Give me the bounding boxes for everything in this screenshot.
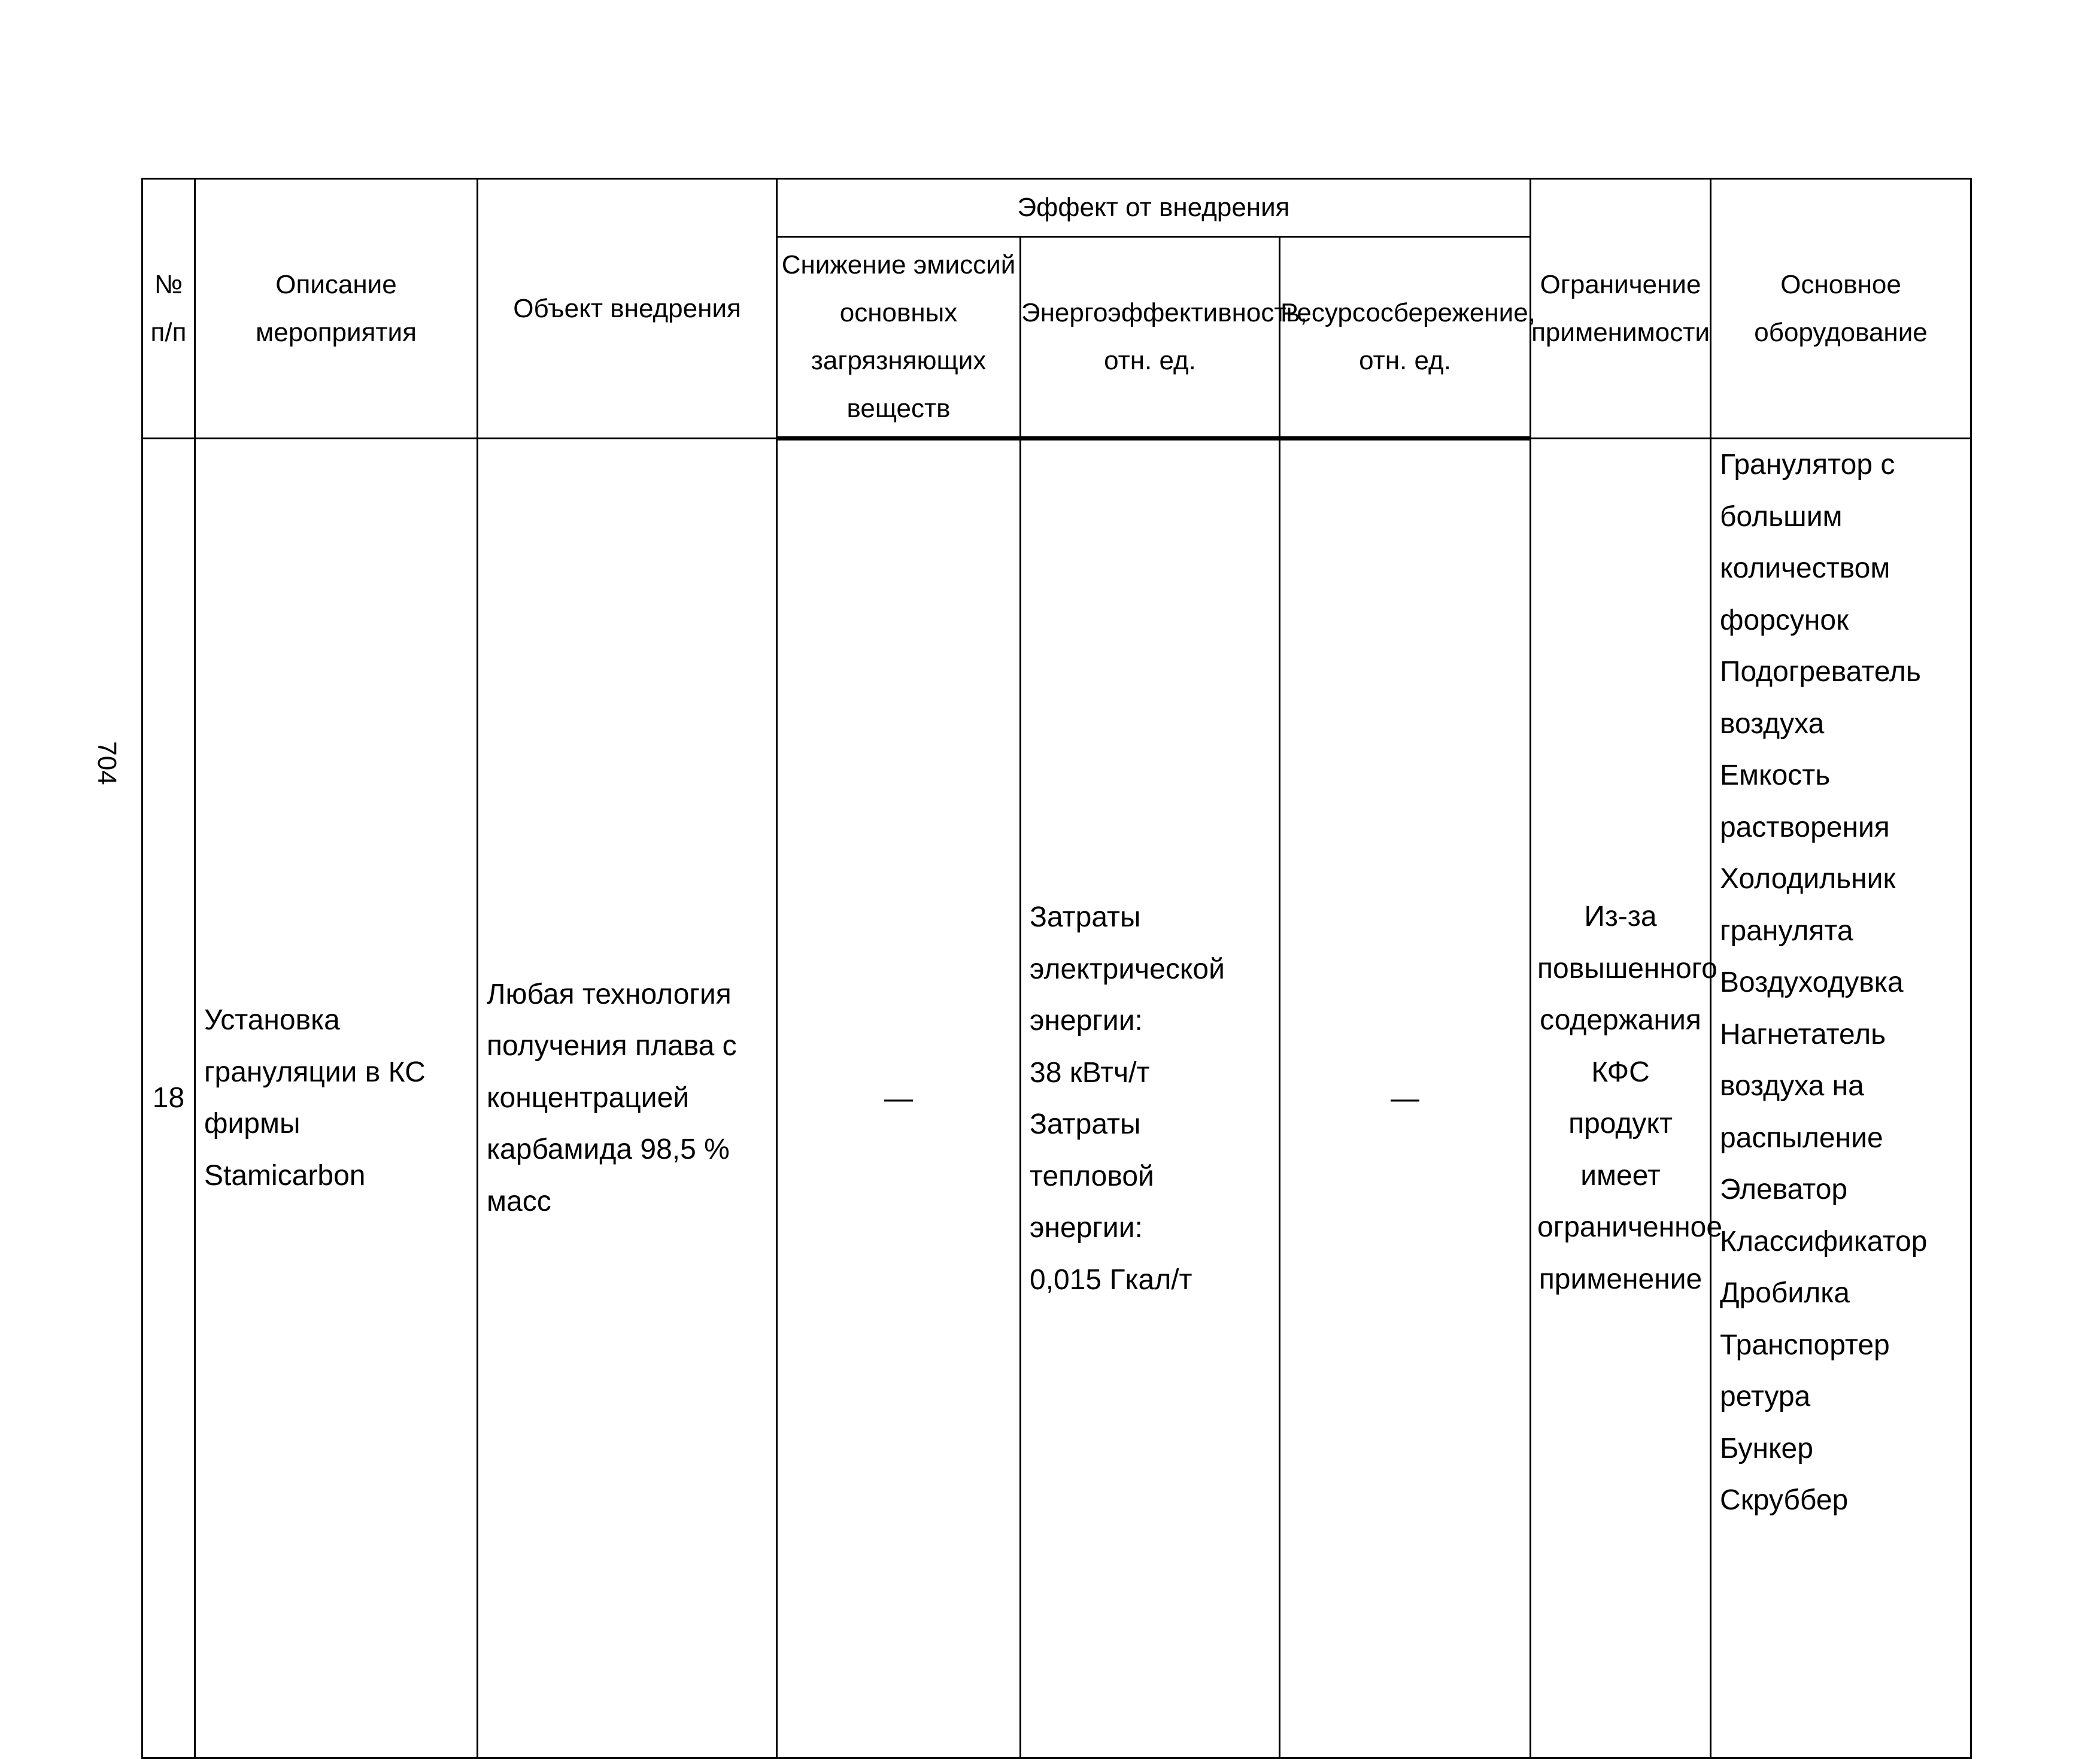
list-item: Гранулятор с большим количеством форсунок <box>1720 449 1895 636</box>
table-row <box>142 439 1971 1758</box>
header-energy: Энергоэффективность, отн. ед. <box>1021 237 1280 439</box>
header-description: Описание мероприятия <box>195 179 478 439</box>
header-limitation: Ограничение применимости <box>1531 179 1711 439</box>
header-equipment: Основное оборудование <box>1711 179 1971 439</box>
header-object: Объект внедрения <box>478 179 777 439</box>
row-object: Любая технология получения плава с концентрацией карбамида 98,5 % масс <box>478 439 777 1758</box>
row-equipment <box>1711 439 1971 1758</box>
header-emission: Снижение эмиссий основных загрязняющих веществ <box>777 237 1021 439</box>
list-item: Бункер <box>1720 1432 1813 1465</box>
list-item: Нагнетатель воздуха на распыление <box>1720 1018 1886 1154</box>
row-resource: — <box>1280 439 1531 1758</box>
list-item: Скруббер <box>1720 1484 1849 1516</box>
energy-line: 0,015 Гкал/т <box>1030 1263 1192 1296</box>
measures-table <box>141 178 1972 1759</box>
energy-line: Затраты тепловой энергии: <box>1030 1108 1154 1244</box>
list-item: Воздуходувка <box>1720 967 1904 998</box>
list-item: Подогреватель воздуха <box>1720 656 1921 740</box>
page-number: 704 <box>92 741 122 785</box>
header-num: № п/п <box>142 179 195 439</box>
list-item: Элеватор <box>1720 1174 1848 1205</box>
header-effect-group: Эффект от внедрения <box>777 179 1531 237</box>
row-energy <box>1021 439 1280 1758</box>
list-item: Дробилка <box>1720 1277 1850 1309</box>
energy-line: Затраты электрической энергии: <box>1030 901 1225 1037</box>
row-num: 18 <box>142 439 195 1758</box>
row-description: Установка грануляции в КС фирмы Stamicarbon <box>195 439 478 1758</box>
row-emission: — <box>777 439 1021 1758</box>
row-limitation: Из-за повышенного содержания КФС продукт имеет ограниченное применение <box>1531 439 1711 1758</box>
header-resource: Ресурсосбережение, отн. ед. <box>1280 237 1531 439</box>
list-item: Холодильник гранулята <box>1720 863 1896 947</box>
list-item: Классификатор <box>1720 1225 1928 1257</box>
list-item: Транспортер ретура <box>1720 1329 1890 1412</box>
list-item: Емкость растворения <box>1720 760 1890 843</box>
equipment-list <box>1720 439 1962 1527</box>
energy-line: 38 кВтч/т <box>1030 1056 1150 1089</box>
